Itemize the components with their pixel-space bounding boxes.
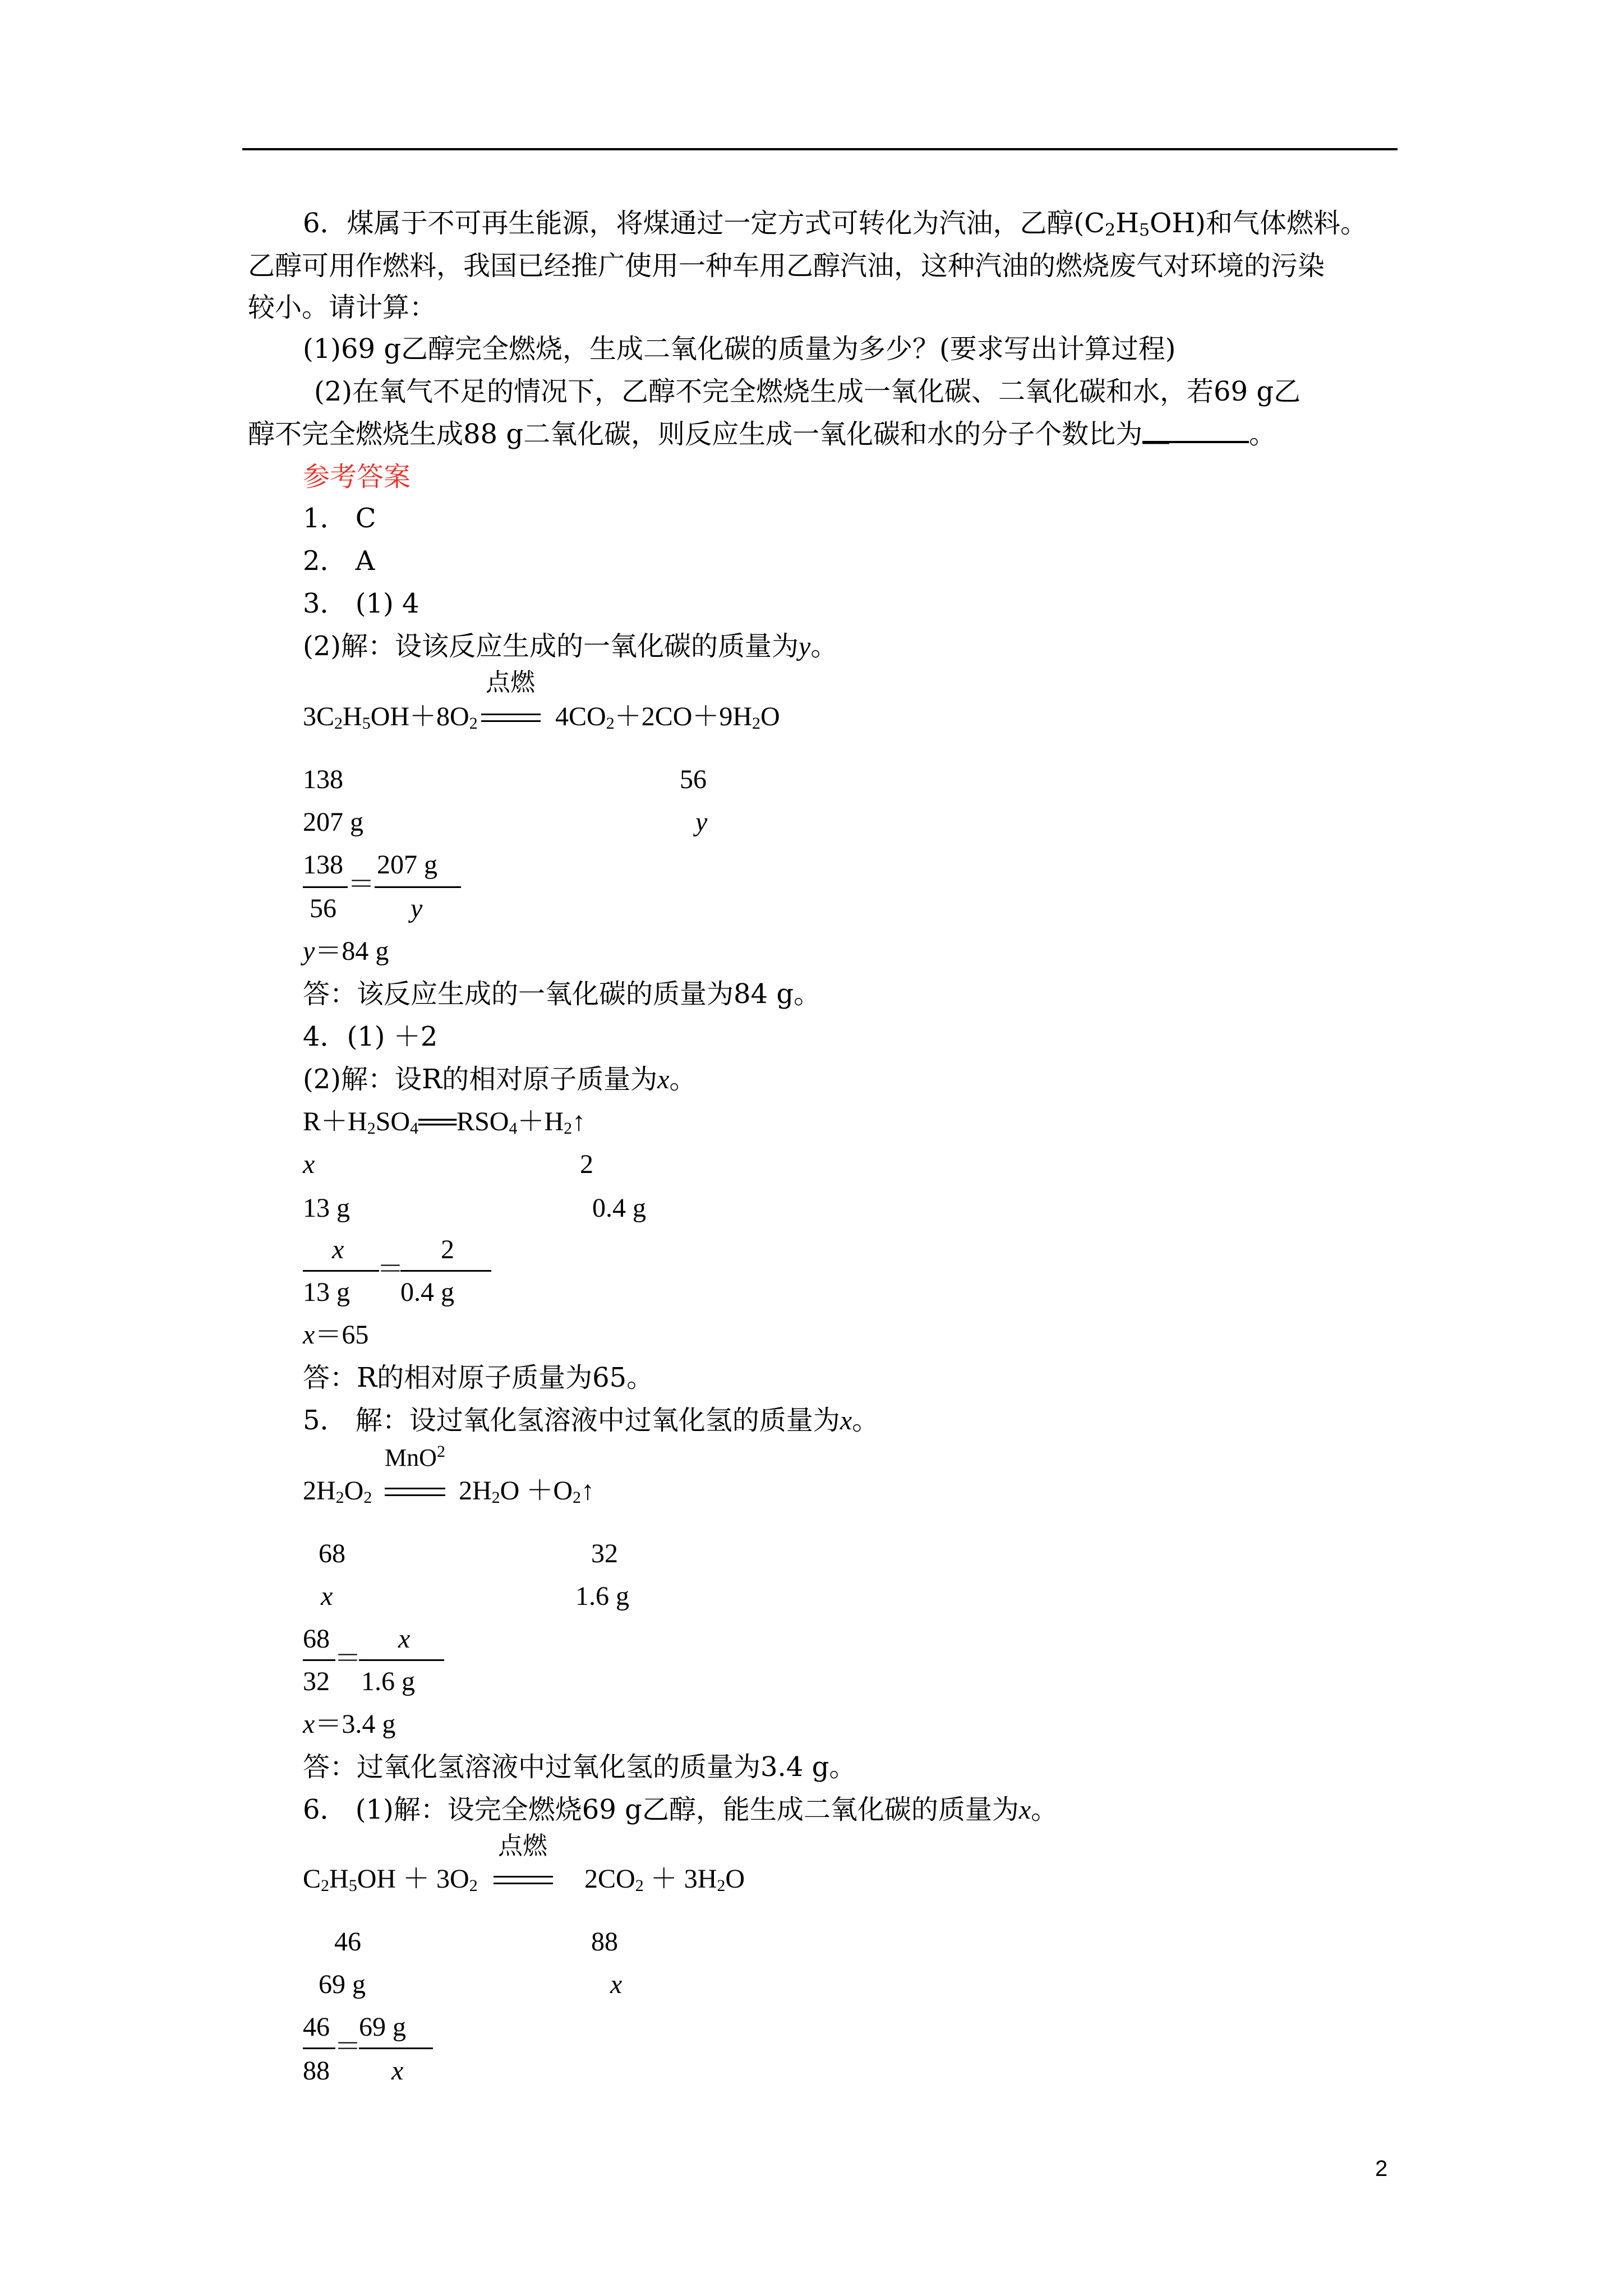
equation-3-mass-2: 56 — [680, 765, 707, 794]
header-rule — [242, 148, 1398, 150]
fraction-5-num-1: 68 — [303, 1624, 330, 1654]
fraction-4-bar-1 — [303, 1270, 379, 1272]
fraction-5-equals: ＝ — [334, 1642, 362, 1674]
equation-3-condition: 点燃 — [486, 668, 535, 697]
question-6-part-2-line-1: (2)在氧气不足的情况下，乙醇不完全燃烧生成一氧化碳、二氧化碳和水，若69 g乙 — [314, 376, 1301, 407]
fraction-3-bar-1 — [303, 886, 348, 888]
answer-2: 2． A — [303, 545, 375, 577]
question-6-line-2: 乙醇可用作燃料，我国已经推广使用一种车用乙醇汽油，这种汽油的燃烧废气对环境的污染 — [248, 250, 1325, 282]
fraction-4-num-2: 2 — [441, 1235, 454, 1264]
fraction-4-equals: ＝ — [377, 1253, 404, 1285]
equation-6-condition: 点燃 — [498, 1832, 547, 1860]
fraction-6-num-2: 69 g — [359, 2012, 406, 2042]
answer-4-result: x＝65 — [303, 1320, 369, 1350]
fraction-5-den-2: 1.6 g — [361, 1667, 415, 1696]
fraction-6-num-1: 46 — [303, 2012, 330, 2042]
fraction-3-den-1: 56 — [310, 894, 336, 923]
answer-4-part-2: (2)解：设R的相对原子质量为x。 — [303, 1064, 697, 1095]
equation-3-bar-bottom — [481, 720, 541, 722]
page-number: 2 — [1375, 2156, 1388, 2181]
answer-5-result: x＝3.4 g — [303, 1709, 396, 1739]
answer-4-conclusion: 答：R的相对原子质量为65。 — [303, 1362, 654, 1393]
equation-6-given-2: x — [610, 1970, 623, 1999]
equation-5-given-1: x — [321, 1581, 333, 1611]
equation-6-bar-top — [494, 1876, 553, 1878]
fraction-5-bar-2 — [359, 1659, 444, 1661]
fraction-5-bar-1 — [303, 1659, 335, 1661]
fraction-3-bar-2 — [375, 886, 461, 888]
equation-4-mass-2: 2 — [580, 1149, 593, 1179]
answer-5-part-1: 5． 解：设过氧化氢溶液中过氧化氢的质量为x。 — [303, 1405, 879, 1436]
equation-3-left: $3C_2H_5OH+8O_2$ — [303, 702, 478, 733]
answer-5-conclusion: 答：过氧化氢溶液中过氧化氢的质量为3.4 g。 — [303, 1751, 856, 1783]
fraction-6-equals: ＝ — [334, 2031, 362, 2062]
equation-5-bar-bottom — [385, 1494, 445, 1496]
fraction-6-bar-2 — [359, 2047, 433, 2049]
equation-5-given-2: 1.6 g — [575, 1581, 629, 1611]
equation-5-condition: MnO$^2$ — [385, 1442, 445, 1471]
equation-5-bar-top — [385, 1488, 445, 1489]
fraction-6-bar-1 — [303, 2047, 335, 2049]
equation-6-given-1: 69 g — [319, 1970, 366, 1999]
question-6-line-1: 6．煤属于不可再生能源，将煤通过一定方式可转化为汽油，乙醇$(C_2H_5OH)$和气体燃料。 — [303, 208, 1367, 240]
equation-6-right: $2CO_2 + 3H_2O$ — [584, 1864, 745, 1895]
fraction-4-den-2: 0.4 g — [400, 1277, 454, 1307]
equation-4-given-2: 0.4 g — [592, 1193, 646, 1223]
answer-1: 1． C — [303, 503, 376, 534]
fraction-3-num-2: 207 g — [377, 850, 437, 880]
equation-6-mass-2: 88 — [591, 1927, 618, 1957]
equation-4: $R+H_2SO_4══RSO_4+H_2↑$ — [303, 1107, 586, 1138]
equation-6-bar-bottom — [494, 1883, 553, 1884]
equation-6-mass-1: 46 — [334, 1927, 361, 1957]
equation-5-mass-1: 68 — [319, 1539, 345, 1568]
answer-3-result: y＝84 g — [303, 936, 389, 966]
answer-4-part-1: 4．(1) ＋2 — [303, 1021, 438, 1052]
fraction-4-den-1: 13 g — [303, 1277, 350, 1307]
question-6-line-3: 较小。请计算： — [248, 292, 437, 323]
equation-3-given-2: y — [695, 807, 708, 837]
fraction-6-den-2: x — [391, 2056, 404, 2086]
answer-3-conclusion: 答：该反应生成的一氧化碳的质量为84 g。 — [303, 978, 821, 1010]
fraction-3-num-1: 138 — [303, 850, 343, 880]
equation-3-right: $4CO_2+2CO+9H_2O$ — [555, 702, 780, 733]
answer-3-part-1: 3． (1) 4 — [303, 588, 419, 619]
fraction-6-den-1: 88 — [303, 2056, 330, 2086]
fraction-3-equals: ＝ — [348, 868, 375, 900]
equation-3-mass-1: 138 — [303, 765, 343, 794]
equation-5-left: $2H_2O_2$ — [303, 1476, 372, 1507]
answer-blank: __ — [1142, 416, 1249, 443]
answer-3-part-2: (2)解：设该反应生成的一氧化碳的质量为y。 — [303, 631, 838, 662]
equation-3-given-1: 207 g — [303, 807, 363, 837]
fraction-4-num-1: x — [332, 1235, 344, 1264]
equation-3-bar-top — [481, 714, 541, 715]
question-6-part-2-line-2: 醇不完全燃烧生成88 g二氧化碳，则反应生成一氧化碳和水的分子个数比为 __ 。 — [248, 413, 1276, 450]
question-6-part-1: (1)69 g乙醇完全燃烧，生成二氧化碳的质量为多少？(要求写出计算过程) — [303, 333, 1176, 365]
fraction-3-den-2: y — [411, 894, 423, 923]
equation-4-given-1: 13 g — [303, 1193, 350, 1223]
fraction-5-den-1: 32 — [303, 1667, 330, 1696]
equation-4-mass-1: x — [303, 1149, 315, 1179]
equation-5-right: $2H_2O$ $+O_2↑$ — [459, 1476, 595, 1507]
equation-5-mass-2: 32 — [591, 1539, 618, 1568]
answer-6-part-1: 6． (1)解：设完全燃烧69 g乙醇，能生成二氧化碳的质量为x。 — [303, 1794, 1058, 1825]
fraction-4-bar-2 — [400, 1270, 491, 1272]
answers-heading: 参考答案 — [303, 461, 411, 493]
fraction-5-num-2: x — [398, 1624, 411, 1654]
equation-6-left: $C_2H_5OH + 3O_2$ — [303, 1864, 478, 1895]
